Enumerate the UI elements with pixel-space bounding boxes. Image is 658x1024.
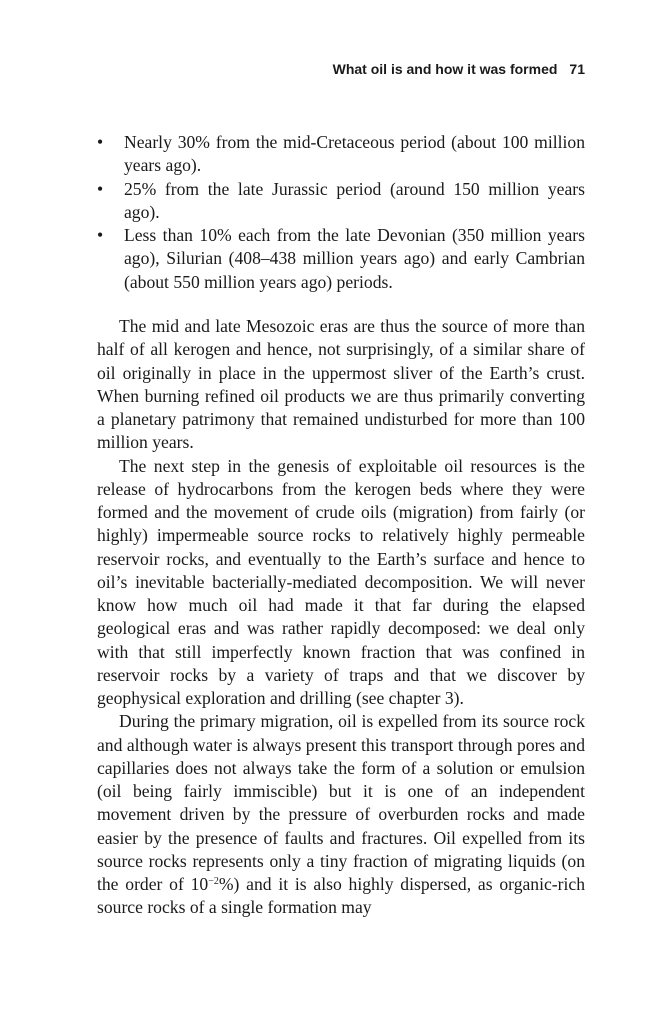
bullet-text: Less than 10% each from the late Devonian (350 million years ago), Silurian (408–438 million years ago) and early Cambrian (about 550 million years ago) periods.: [124, 225, 585, 292]
bullet-item: [97, 131, 585, 178]
bullet-icon: •: [97, 225, 104, 245]
paragraph: The next step in the genesis of exploitable oil resources is the release of hydrocarbons from the kerogen beds where they were formed and the movement of crude oils (migration) from fairly (or highly) impermeable source rocks to relatively highly permeable reservoir rocks, and eventually to the Earth’s surface and hence to oil’s inevitable bacterially-mediated decomposition. We will never know how much oil had made it that far during the elapsed geological eras and was rather rapidly decomposed: we deal only with that still imperfectly known fraction that was confined in reservoir rocks by a variety of traps and that we discover by geophysical exploration and drilling (see chapter 3).: [97, 455, 585, 708]
body-text: [97, 315, 585, 920]
bullet-text: 25% from the late Jurassic period (around 150 million years ago).: [124, 178, 585, 222]
bullet-icon: •: [97, 132, 104, 152]
running-head: [97, 60, 585, 78]
paragraph: [97, 710, 585, 919]
bullet-item: [97, 224, 585, 294]
bullet-list: [97, 131, 585, 294]
paragraph-text: During the primary migration, oil is expelled from its source rock and although water is always present this transport through pores and capillaries does not always take the form of a solution or emulsion (oil being fairly immiscible) but it is one of an independent movement driven by the pressure of overburden rocks and made easier by the presence of faults and fractures. Oil expelled from its source rocks represents only a tiny fraction of migrating liquids (on the order of 10: [97, 711, 585, 894]
running-head-title: What oil is and how it was formed: [332, 61, 558, 77]
bullet-text: Nearly 30% from the mid-Cretaceous period (about 100 million years ago).: [124, 132, 585, 176]
page-number: 71: [569, 61, 585, 77]
paragraph-text: %) and it is also highly dispersed, as organic-rich source rocks of a single formation may: [97, 874, 586, 918]
bullet-item: [97, 178, 585, 225]
bullet-icon: •: [97, 178, 104, 199]
paragraph: The mid and late Mesozoic eras are thus the source of more than half of all kerogen and hence, not surprisingly, of a similar share of oil originally in place in the uppermost sliver of the Earth’s crust. When burning refined oil products we are thus primarily converting a planetary patrimony that remained undisturbed for more than 100 million years.: [97, 316, 585, 453]
exponent: −2: [208, 876, 219, 887]
